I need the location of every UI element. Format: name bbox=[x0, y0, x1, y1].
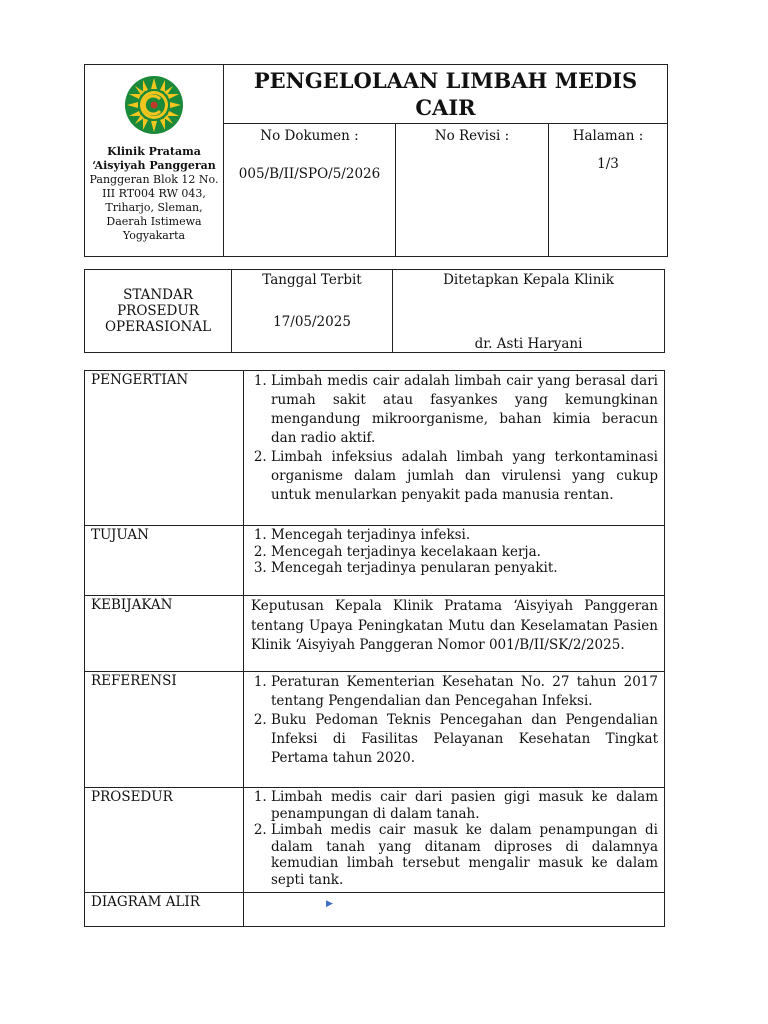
referensi-list bbox=[250, 673, 658, 768]
list-item: 2. Mencegah terjadinya kecelakaan kerja. bbox=[271, 544, 658, 561]
document-title bbox=[224, 65, 668, 124]
page-value: 1/3 bbox=[597, 156, 619, 172]
clinic-info-cell bbox=[85, 65, 224, 257]
play-arrow-icon: ▶ bbox=[326, 899, 333, 909]
section-pengertian bbox=[244, 371, 665, 526]
clinic-address: Panggeran Blok 12 No. III RT004 RW 043, Triharjo, Sleman, Daerah Istimewa Yogyakarta bbox=[89, 173, 219, 242]
list-item: 1. Limbah medis cair adalah limbah cair yang berasal dari rumah sakit atau fasyankes yang kemungkinan mengandung mikroorganisme, bahan kimia beracun dan radio aktif. bbox=[271, 372, 658, 448]
list-item: 2. Limbah medis cair masuk ke dalam penampungan di dalam tanah yang ditanam diproses di dalamnya kemudian limbah tersebut mengalir masuk ke dalam septi tank. bbox=[271, 822, 658, 888]
list-item: 2. Limbah infeksius adalah limbah yang terkontaminasi organisme dalam jumlah dan virulensi yang cukup untuk menularkan penyakit pada manusia rentan. bbox=[271, 448, 658, 505]
section-diagram bbox=[244, 893, 665, 927]
pengertian-list bbox=[250, 372, 658, 505]
sop-label: STANDAR PROSEDUR OPERASIONAL bbox=[104, 287, 212, 335]
doc-number-cell bbox=[224, 124, 396, 257]
prosedur-list bbox=[250, 789, 658, 888]
section-label: TUJUAN bbox=[85, 526, 244, 596]
issue-date-cell bbox=[232, 270, 393, 353]
doc-number-value: 005/B/II/SPO/5/2026 bbox=[238, 166, 381, 182]
section-label: PENGERTIAN bbox=[85, 371, 244, 526]
section-tujuan bbox=[244, 526, 665, 596]
section-label: PROSEDUR bbox=[85, 788, 244, 893]
sop-info-table bbox=[84, 269, 665, 353]
section-kebijakan bbox=[244, 596, 665, 672]
section-label: DIAGRAM ALIR bbox=[85, 893, 244, 927]
list-item: 3. Mencegah terjadinya penularan penyakit. bbox=[271, 560, 658, 577]
issue-date-value: 17/05/2025 bbox=[273, 314, 351, 330]
issue-date-label: Tanggal Terbit bbox=[262, 272, 362, 288]
clinic-logo bbox=[124, 75, 184, 135]
approval-cell bbox=[393, 270, 665, 353]
approval-label: Ditetapkan Kepala Klinik bbox=[443, 272, 614, 288]
doc-number-label: No Dokumen : bbox=[260, 128, 359, 144]
kebijakan-text: Keputusan Kepala Klinik Pratama ‘Aisyiyah Panggeran tentang Upaya Peningkatan Mutu dan Keselamatan Pasien Klinik ‘Aisyiyah Panggeran Nomor 001/B/II/SK/2/2025. bbox=[251, 598, 658, 653]
sop-content-table bbox=[84, 370, 665, 927]
section-prosedur bbox=[244, 788, 665, 893]
page-cell bbox=[549, 124, 668, 257]
document-title-text: PENGELOLAAN LIMBAH MEDIS CAIR bbox=[253, 68, 638, 120]
list-item: 1. Peraturan Kementerian Kesehatan No. 27 tahun 2017 tentang Pengendalian dan Pencegahan Infeksi. bbox=[271, 673, 658, 711]
revision-cell bbox=[396, 124, 549, 257]
section-label: KEBIJAKAN bbox=[85, 596, 244, 672]
clinic-name: Klinik Pratama ‘Aisyiyah Panggeran bbox=[92, 145, 216, 172]
section-referensi bbox=[244, 672, 665, 788]
list-item: 2. Buku Pedoman Teknis Pencegahan dan Pengendalian Infeksi di Fasilitas Pelayanan Kesehatan Tingkat Pertama tahun 2020. bbox=[271, 711, 658, 768]
list-item: 1. Limbah medis cair dari pasien gigi masuk ke dalam penampungan di dalam tanah. bbox=[271, 789, 658, 822]
list-item: 1. Mencegah terjadinya infeksi. bbox=[271, 527, 658, 544]
revision-label: No Revisi : bbox=[434, 128, 510, 144]
page-label: Halaman : bbox=[572, 128, 644, 144]
section-label: REFERENSI bbox=[85, 672, 244, 788]
tujuan-list bbox=[250, 527, 658, 577]
document-header bbox=[84, 64, 668, 257]
approver-name: dr. Asti Haryani bbox=[474, 336, 583, 352]
sop-label-cell bbox=[85, 270, 232, 353]
